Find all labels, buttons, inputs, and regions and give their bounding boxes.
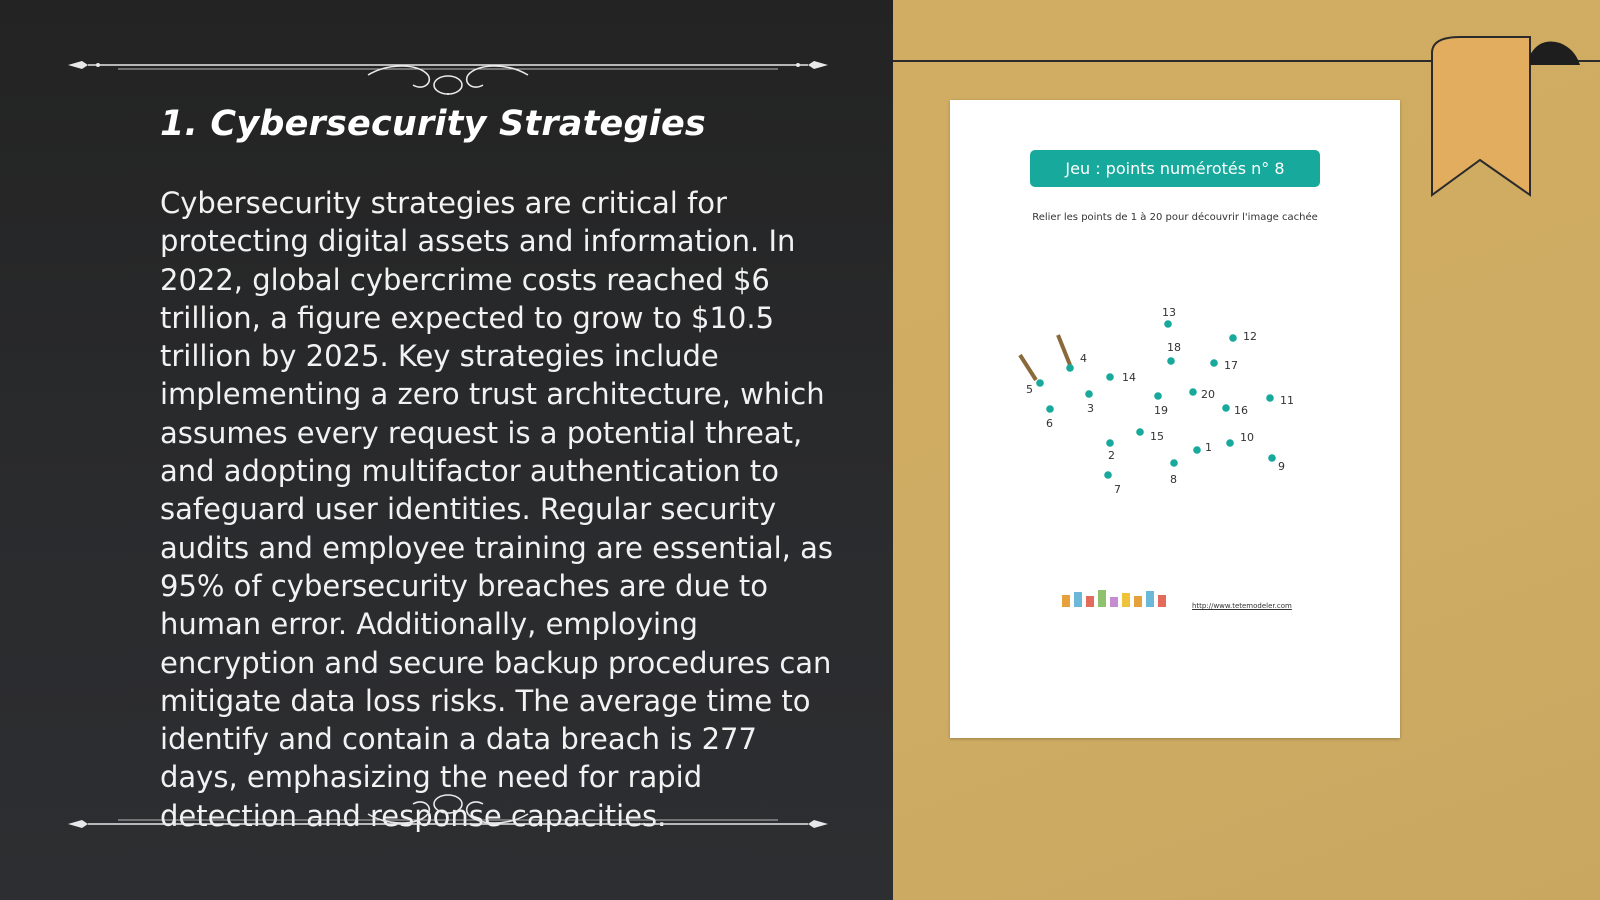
puzzle-dot xyxy=(1046,405,1054,413)
puzzle-dot xyxy=(1154,392,1162,400)
bookmark-icon xyxy=(1430,35,1600,200)
worksheet-instructions: Relier les points de 1 à 20 pour découvrir l'image cachée xyxy=(1032,212,1318,223)
puzzle-dot-label: 4 xyxy=(1080,352,1087,365)
puzzle-dot-label: 20 xyxy=(1201,388,1215,401)
puzzle-dot xyxy=(1036,379,1044,387)
slide-title: 1. Cybersecurity Strategies xyxy=(160,104,706,144)
puzzle-dot xyxy=(1085,390,1093,398)
puzzle-dot-label: 7 xyxy=(1114,483,1121,496)
puzzle-dot xyxy=(1136,428,1144,436)
puzzle-dot-label: 3 xyxy=(1087,402,1094,415)
puzzle-dot-label: 16 xyxy=(1234,404,1248,417)
puzzle-dot xyxy=(1066,364,1074,372)
puzzle-dot-label: 13 xyxy=(1162,306,1176,319)
dot-to-dot-puzzle xyxy=(950,100,1400,738)
puzzle-dot-label: 11 xyxy=(1280,394,1294,407)
puzzle-dot xyxy=(1189,388,1197,396)
puzzle-dot-label: 17 xyxy=(1224,359,1238,372)
puzzle-dot-label: 5 xyxy=(1026,383,1033,396)
puzzle-dot-label: 8 xyxy=(1170,473,1177,486)
puzzle-dot-label: 6 xyxy=(1046,417,1053,430)
ears-stroke xyxy=(1058,335,1070,365)
puzzle-dot-label: 1 xyxy=(1205,441,1212,454)
puzzle-dot-label: 12 xyxy=(1243,330,1257,343)
puzzle-dot xyxy=(1106,439,1114,447)
puzzle-dot xyxy=(1193,446,1201,454)
worksheet-image xyxy=(950,100,1400,738)
puzzle-dot xyxy=(1229,334,1237,342)
worksheet-logo xyxy=(1062,590,1166,607)
puzzle-dot xyxy=(1170,459,1178,467)
puzzle-dot xyxy=(1104,471,1112,479)
puzzle-dot xyxy=(1167,357,1175,365)
puzzle-dot-label: 2 xyxy=(1108,449,1115,462)
worksheet-url: http://www.tetemodeler.com xyxy=(1192,602,1292,610)
puzzle-dot xyxy=(1164,320,1172,328)
ears-stroke xyxy=(1020,355,1036,380)
puzzle-dot-label: 9 xyxy=(1278,460,1285,473)
puzzle-dot xyxy=(1106,373,1114,381)
puzzle-dot xyxy=(1226,439,1234,447)
puzzle-dot xyxy=(1210,359,1218,367)
puzzle-dot-label: 14 xyxy=(1122,371,1136,384)
puzzle-dot xyxy=(1222,404,1230,412)
puzzle-dot-label: 15 xyxy=(1150,430,1164,443)
slide-body-text: Cybersecurity strategies are critical for protecting digital assets and information. In 2022, global cybercrime costs reached $6 trillion, a figure expected to grow to $10.5 trillion by 2025. Key strategies include implementing a zero trust architecture, which assumes every request is a potential threat, and adopting multifactor authentication to safeguard user identities. Regular security audits and employee training are essential, as 95% of cybersecurity breaches are due to human error. Additionally, employing encryption and secure backup procedures can mitigate data loss risks. The average time to identify and contain a data breach is 277 days, emphasizing the need for rapid detection and response capacities. xyxy=(160,186,833,833)
puzzle-dot xyxy=(1268,454,1276,462)
puzzle-dot-label: 19 xyxy=(1154,404,1168,417)
ornament-top-icon xyxy=(68,45,828,95)
puzzle-dot-label: 18 xyxy=(1167,341,1181,354)
puzzle-dot xyxy=(1266,394,1274,402)
puzzle-dot-label: 10 xyxy=(1240,431,1254,444)
worksheet-title: Jeu : points numérotés n° 8 xyxy=(1030,150,1320,187)
ornament-bottom-icon xyxy=(68,778,828,828)
